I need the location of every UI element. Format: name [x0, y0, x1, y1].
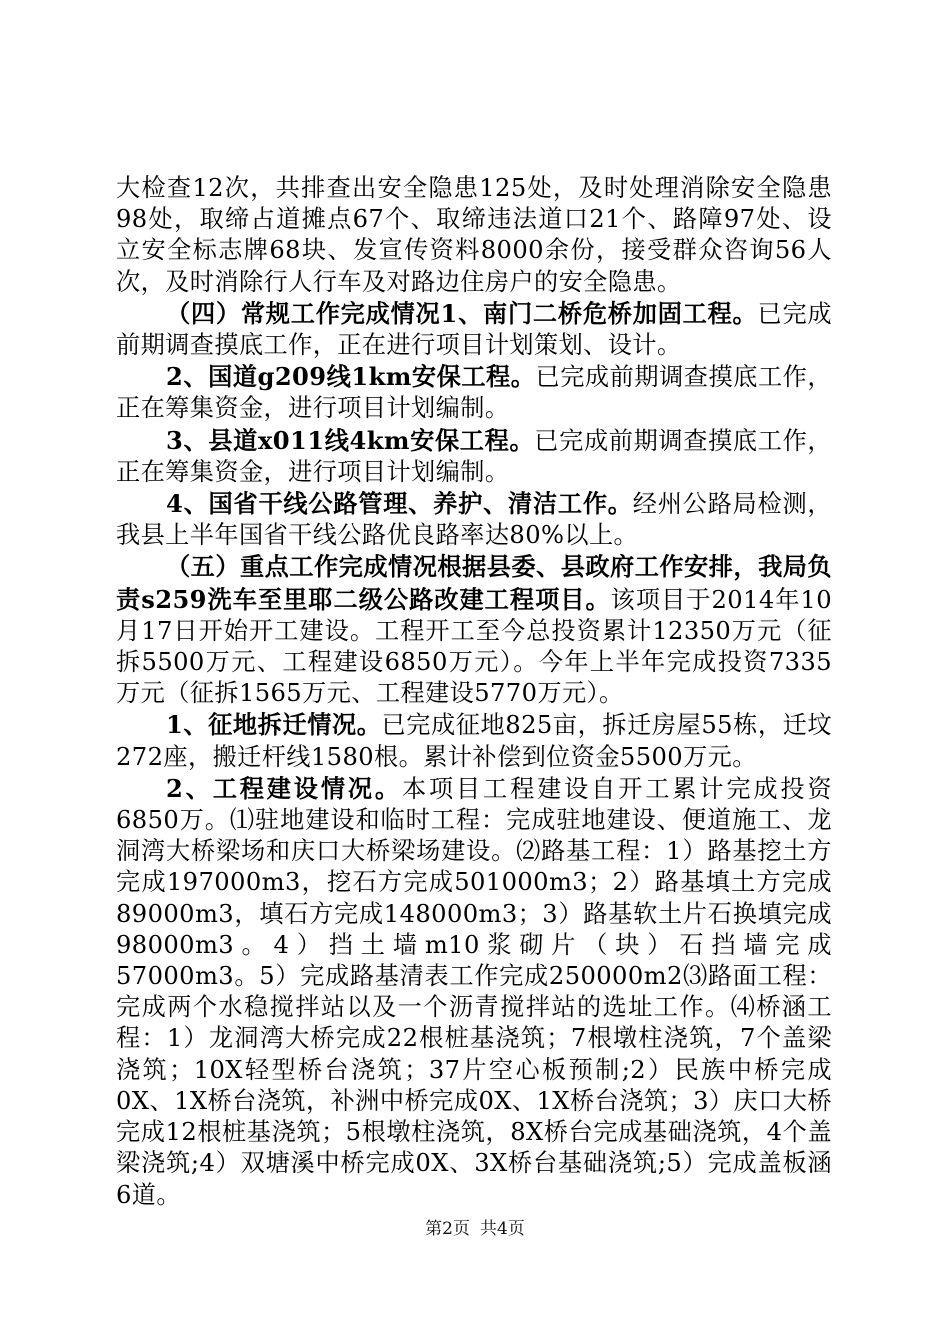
paragraph-text: 已完成前期调查摸底工作，正在筹集资金，进行项目计划编制。 — [116, 426, 832, 486]
page-footer — [0, 1218, 950, 1240]
paragraph-text: 大检查12次，共排查出安全隐患125处，及时处理消除安全隐患98处，取缔占道摊点67个、取缔违法道口21个、路障97处、设立安全标志牌68块、发宣传资料8000余份，接受群众咨询56人次，及时消除行人行车及对路边住房户的安全隐患。 — [116, 174, 832, 296]
paragraph-heading: 1、征地拆迁情况。 — [166, 710, 382, 740]
paragraph-text: 本项目工程建设自开工累计完成投资6850万。⑴驻地建设和临时工程：完成驻地建设、便道施工、龙洞湾大桥梁场和庆口大桥梁场建设。⑵路基工程：1）路基挖土方完成197000m3，挖石方完成501000m3；2）路基填土方完成89000m3，填石方完成148000m3；3）路基软土片石换填完成98000m3。4）挡土墙m10浆砌片（块）石挡墙完成57000m3。5）完成路基清表工作完成250000m2⑶路面工程：完成两个水稳搅拌站以及一个沥青搅拌站的选址工作。⑷桥涵工程：1）龙洞湾大桥完成22根桩基浇筑；7根墩柱浇筑，7个盖梁浇筑；10X轻型桥台浇筑；37片空心板预制;2）民族中桥完成0X、1X桥台浇筑，补洲中桥完成0X、1X桥台浇筑；3）庆口大桥完成12根桩基浇筑；5根墩柱浇筑，8X桥台完成基础浇筑，4个盖梁浇筑;4）双塘溪中桥完成0X、3X桥台基础浇筑;5）完成盖板涵6道。 — [116, 774, 832, 1209]
paragraph-routine-work — [116, 298, 832, 361]
page-number: 第2页 — [425, 1219, 470, 1239]
paragraph-g209 — [116, 361, 832, 424]
paragraph-text: 已完成前期调查摸底工作，正在筹集资金，进行项目计划编制。 — [116, 363, 832, 423]
paragraph-heading: （四）常规工作完成情况1、南门二桥危桥加固工程。 — [166, 298, 758, 328]
paragraph-trunk-roads — [116, 488, 832, 551]
document-body — [116, 172, 832, 1211]
paragraph-safety-inspection — [116, 172, 832, 298]
paragraph-x011 — [116, 425, 832, 488]
page-total: 共4页 — [480, 1219, 525, 1239]
paragraph-key-work — [116, 551, 832, 709]
paragraph-text: 经州公路局检测，我县上半年国省干线公路优良路率达80%以上。 — [116, 490, 833, 550]
paragraph-heading: 3、县道x011线4km安保工程。 — [166, 425, 535, 455]
paragraph-land-acquisition — [116, 709, 832, 772]
paragraph-heading: 2、国道g209线1km安保工程。 — [166, 362, 536, 392]
paragraph-text: 已完成征地825亩，拆迁房屋55栋，迁坟272座，搬迁杆线1580根。累计补偿到位资金5500万元。 — [116, 711, 832, 771]
paragraph-heading: （五）重点工作完成情况根据县委、县政府工作安排，我局负责s259洗车至里耶二级公路改建工程项目。 — [116, 552, 832, 614]
paragraph-text: 已完成前期调查摸底工作，正在进行项目计划策划、设计。 — [116, 299, 832, 360]
paragraph-construction — [116, 773, 832, 1211]
paragraph-heading: 4、国省干线公路管理、养护、清洁工作。 — [166, 489, 633, 519]
paragraph-heading: 2、工程建设情况。 — [166, 773, 402, 803]
paragraph-text: 该项目于2014年10月17日开始开工建设。工程开工至今总投资累计12350万元（征拆5500万元、工程建设6850万元）。今年上半年完成投资7335万元（征拆1565万元、工程建设5770万元）。 — [116, 585, 832, 708]
